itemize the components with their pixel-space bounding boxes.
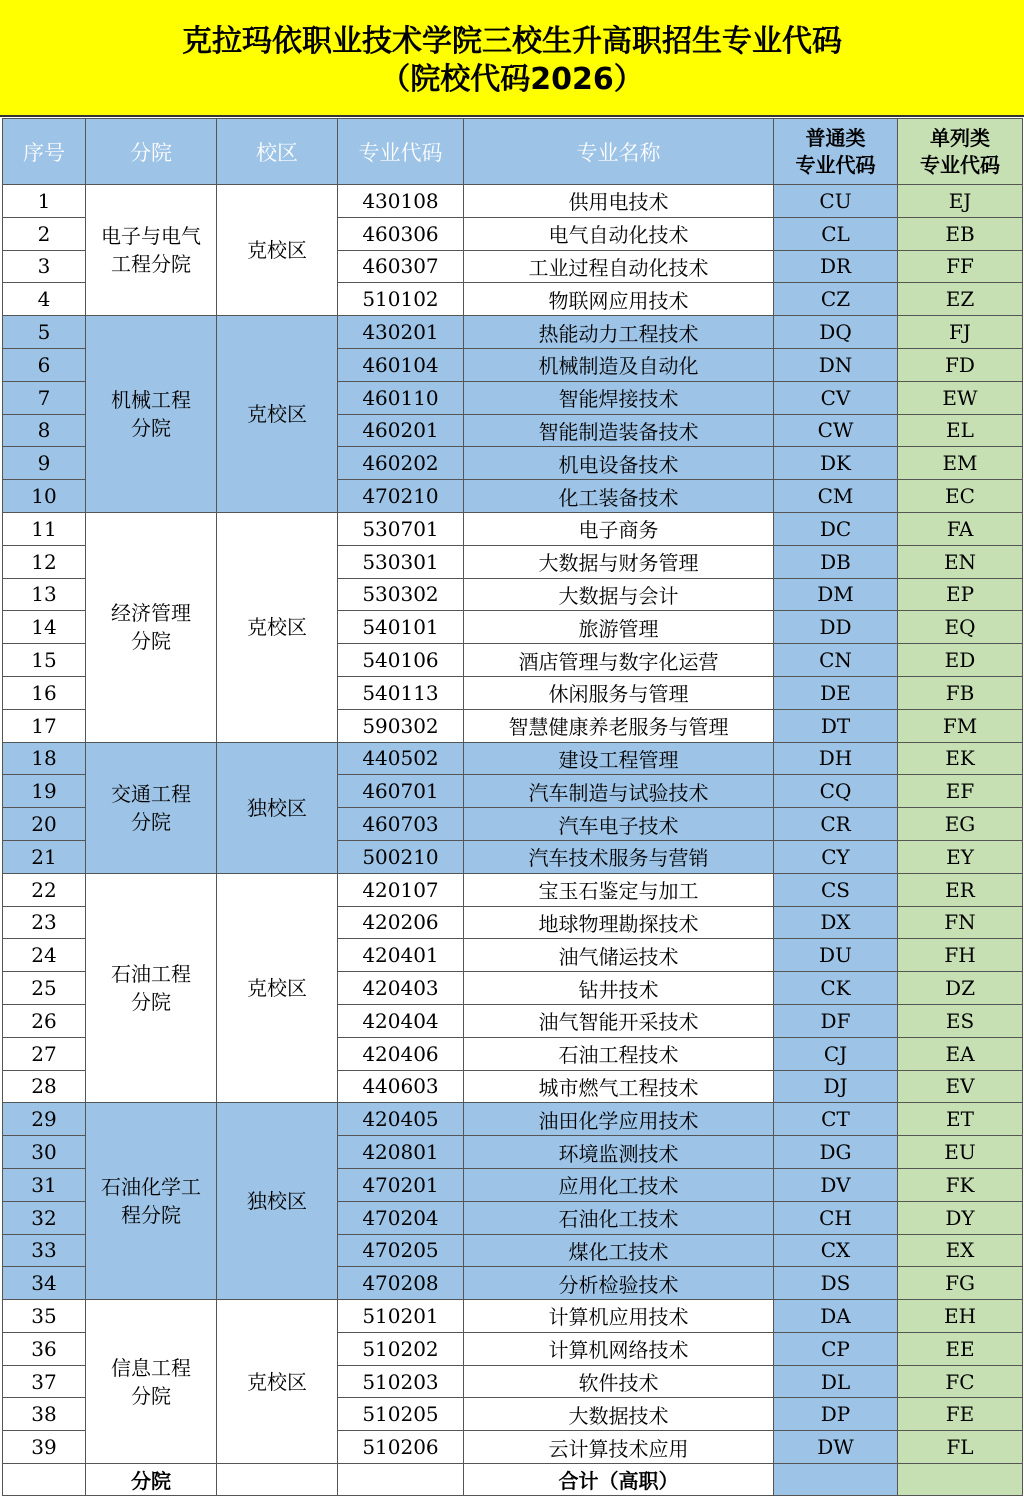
- major-code-cell: 460703: [338, 808, 464, 841]
- major-name-cell: 物联网应用技术: [464, 283, 774, 316]
- major-name-cell: 汽车电子技术: [464, 808, 774, 841]
- danlie-code-cell: EH: [898, 1300, 1023, 1333]
- danlie-code-cell: EG: [898, 808, 1023, 841]
- major-code-cell: 430108: [338, 185, 464, 218]
- header-row: [3, 119, 1023, 185]
- putong-code-cell: CL: [774, 217, 898, 250]
- danlie-code-cell: FK: [898, 1168, 1023, 1201]
- seq-cell: 23: [3, 906, 86, 939]
- putong-code-cell: CJ: [774, 1037, 898, 1070]
- major-name-cell: 汽车制造与试验技术: [464, 775, 774, 808]
- header-putong-line1: 普通类: [805, 125, 866, 150]
- major-code-cell: 440603: [338, 1070, 464, 1103]
- putong-code-cell: DP: [774, 1398, 898, 1431]
- major-code-cell: 510205: [338, 1398, 464, 1431]
- danlie-code-cell: EM: [898, 447, 1023, 480]
- major-name-cell: 地球物理勘探技术: [464, 906, 774, 939]
- major-code-cell: 460201: [338, 414, 464, 447]
- header-major-name: 专业名称: [464, 119, 774, 185]
- major-name-cell: 城市燃气工程技术: [464, 1070, 774, 1103]
- danlie-code-cell: DZ: [898, 972, 1023, 1005]
- division-cell: [86, 185, 217, 316]
- putong-code-cell: CS: [774, 873, 898, 906]
- major-name-cell: 油田化学应用技术: [464, 1103, 774, 1136]
- danlie-code-cell: ES: [898, 1004, 1023, 1037]
- major-name-cell: 煤化工技术: [464, 1234, 774, 1267]
- division-name: 石油工程 分院: [111, 962, 191, 1015]
- seq-cell: 2: [3, 217, 86, 250]
- majors-table: [2, 118, 1023, 1496]
- major-name-cell: 钻井技术: [464, 972, 774, 1005]
- danlie-code-cell: EC: [898, 480, 1023, 513]
- major-name-cell: 大数据与会计: [464, 578, 774, 611]
- major-name-cell: 酒店管理与数字化运营: [464, 644, 774, 677]
- major-code-cell: 440502: [338, 742, 464, 775]
- putong-code-cell: CM: [774, 480, 898, 513]
- danlie-code-cell: FC: [898, 1365, 1023, 1398]
- danlie-code-cell: FF: [898, 250, 1023, 283]
- seq-cell: 9: [3, 447, 86, 480]
- seq-cell: 26: [3, 1004, 86, 1037]
- major-code-cell: 510202: [338, 1332, 464, 1365]
- table-row: [3, 873, 1023, 906]
- putong-code-cell: DX: [774, 906, 898, 939]
- division-name: 信息工程 分院: [111, 1355, 191, 1408]
- major-code-cell: 460307: [338, 250, 464, 283]
- table-row: [3, 1103, 1023, 1136]
- major-code-cell: 460202: [338, 447, 464, 480]
- major-code-cell: 510102: [338, 283, 464, 316]
- putong-code-cell: DN: [774, 348, 898, 381]
- putong-code-cell: DK: [774, 447, 898, 480]
- seq-cell: 25: [3, 972, 86, 1005]
- seq-cell: 15: [3, 644, 86, 677]
- danlie-code-cell: EB: [898, 217, 1023, 250]
- major-code-cell: 420405: [338, 1103, 464, 1136]
- seq-cell: 4: [3, 283, 86, 316]
- header-danlie-line2: 专业代码: [920, 152, 1000, 177]
- major-name-cell: 计算机应用技术: [464, 1300, 774, 1333]
- campus-cell: 独校区: [217, 1103, 338, 1300]
- table-body: [3, 185, 1023, 1464]
- danlie-code-cell: EY: [898, 840, 1023, 873]
- seq-cell: 22: [3, 873, 86, 906]
- table-row: [3, 512, 1023, 545]
- putong-code-cell: DT: [774, 709, 898, 742]
- danlie-code-cell: EF: [898, 775, 1023, 808]
- seq-cell: 32: [3, 1201, 86, 1234]
- major-name-cell: 宝玉石鉴定与加工: [464, 873, 774, 906]
- seq-cell: 3: [3, 250, 86, 283]
- danlie-code-cell: FH: [898, 939, 1023, 972]
- danlie-code-cell: EX: [898, 1234, 1023, 1267]
- major-name-cell: 软件技术: [464, 1365, 774, 1398]
- danlie-code-cell: EA: [898, 1037, 1023, 1070]
- major-name-cell: 分析检验技术: [464, 1267, 774, 1300]
- putong-code-cell: CV: [774, 381, 898, 414]
- footer-row: [3, 1464, 1023, 1496]
- major-code-cell: 470204: [338, 1201, 464, 1234]
- footer-empty-danlie: [898, 1464, 1023, 1496]
- seq-cell: 29: [3, 1103, 86, 1136]
- seq-cell: 14: [3, 611, 86, 644]
- division-cell: [86, 873, 217, 1103]
- major-name-cell: 供用电技术: [464, 185, 774, 218]
- seq-cell: 5: [3, 316, 86, 349]
- seq-cell: 10: [3, 480, 86, 513]
- major-code-cell: 510203: [338, 1365, 464, 1398]
- seq-cell: 17: [3, 709, 86, 742]
- major-name-cell: 电子商务: [464, 512, 774, 545]
- major-name-cell: 云计算技术应用: [464, 1431, 774, 1464]
- major-name-cell: 旅游管理: [464, 611, 774, 644]
- campus-cell: 克校区: [217, 873, 338, 1103]
- seq-cell: 11: [3, 512, 86, 545]
- major-code-cell: 510201: [338, 1300, 464, 1333]
- danlie-code-cell: FB: [898, 676, 1023, 709]
- division-name: 电子与电气 工程分院: [101, 224, 201, 277]
- seq-cell: 37: [3, 1365, 86, 1398]
- header-division: 分院: [86, 119, 217, 185]
- danlie-code-cell: FA: [898, 512, 1023, 545]
- danlie-code-cell: EW: [898, 381, 1023, 414]
- campus-cell: 克校区: [217, 316, 338, 513]
- major-code-cell: 460110: [338, 381, 464, 414]
- seq-cell: 38: [3, 1398, 86, 1431]
- title-banner: [0, 0, 1024, 117]
- campus-cell: 克校区: [217, 512, 338, 742]
- header-danlie-line1: 单列类: [930, 125, 990, 150]
- seq-cell: 1: [3, 185, 86, 218]
- header-campus: 校区: [217, 119, 338, 185]
- major-name-cell: 大数据与财务管理: [464, 545, 774, 578]
- putong-code-cell: CQ: [774, 775, 898, 808]
- footer-division: 分院: [86, 1464, 217, 1496]
- major-code-cell: 530701: [338, 512, 464, 545]
- division-name: 机械工程 分院: [111, 388, 191, 441]
- division-cell: [86, 1103, 217, 1300]
- danlie-code-cell: EN: [898, 545, 1023, 578]
- danlie-code-cell: EK: [898, 742, 1023, 775]
- putong-code-cell: DJ: [774, 1070, 898, 1103]
- major-name-cell: 大数据技术: [464, 1398, 774, 1431]
- major-name-cell: 机电设备技术: [464, 447, 774, 480]
- danlie-code-cell: FJ: [898, 316, 1023, 349]
- putong-code-cell: CW: [774, 414, 898, 447]
- seq-cell: 33: [3, 1234, 86, 1267]
- danlie-code-cell: EL: [898, 414, 1023, 447]
- major-code-cell: 540101: [338, 611, 464, 644]
- putong-code-cell: DU: [774, 939, 898, 972]
- header-seq: 序号: [3, 119, 86, 185]
- division-cell: [86, 742, 217, 873]
- major-name-cell: 石油工程技术: [464, 1037, 774, 1070]
- major-code-cell: 510206: [338, 1431, 464, 1464]
- footer-empty-code: [338, 1464, 464, 1496]
- danlie-code-cell: EJ: [898, 185, 1023, 218]
- division-name: 石油化学工 程分院: [101, 1175, 201, 1228]
- putong-code-cell: CP: [774, 1332, 898, 1365]
- putong-code-cell: CY: [774, 840, 898, 873]
- campus-cell: 克校区: [217, 185, 338, 316]
- seq-cell: 20: [3, 808, 86, 841]
- major-code-cell: 420801: [338, 1136, 464, 1169]
- major-name-cell: 应用化工技术: [464, 1168, 774, 1201]
- division-cell: [86, 1300, 217, 1464]
- major-code-cell: 470208: [338, 1267, 464, 1300]
- putong-code-cell: DC: [774, 512, 898, 545]
- seq-cell: 19: [3, 775, 86, 808]
- major-name-cell: 智能制造装备技术: [464, 414, 774, 447]
- major-name-cell: 休闲服务与管理: [464, 676, 774, 709]
- seq-cell: 34: [3, 1267, 86, 1300]
- major-name-cell: 热能动力工程技术: [464, 316, 774, 349]
- putong-code-cell: DF: [774, 1004, 898, 1037]
- major-name-cell: 化工装备技术: [464, 480, 774, 513]
- putong-code-cell: DA: [774, 1300, 898, 1333]
- seq-cell: 27: [3, 1037, 86, 1070]
- header-danlie-code: [898, 119, 1023, 185]
- danlie-code-cell: FL: [898, 1431, 1023, 1464]
- seq-cell: 18: [3, 742, 86, 775]
- page-subtitle: （院校代码2026）: [380, 62, 644, 97]
- major-code-cell: 530301: [338, 545, 464, 578]
- putong-code-cell: DB: [774, 545, 898, 578]
- major-name-cell: 机械制造及自动化: [464, 348, 774, 381]
- seq-cell: 13: [3, 578, 86, 611]
- danlie-code-cell: EP: [898, 578, 1023, 611]
- table-row: [3, 742, 1023, 775]
- putong-code-cell: CX: [774, 1234, 898, 1267]
- putong-code-cell: DR: [774, 250, 898, 283]
- header-major-code: 专业代码: [338, 119, 464, 185]
- major-name-cell: 油气储运技术: [464, 939, 774, 972]
- page-title: 克拉玛依职业技术学院三校生升高职招生专业代码: [182, 24, 842, 59]
- header-putong-line2: 专业代码: [795, 152, 876, 177]
- major-name-cell: 智能焊接技术: [464, 381, 774, 414]
- table-row: [3, 1300, 1023, 1333]
- major-code-cell: 500210: [338, 840, 464, 873]
- putong-code-cell: DD: [774, 611, 898, 644]
- major-name-cell: 建设工程管理: [464, 742, 774, 775]
- major-code-cell: 420401: [338, 939, 464, 972]
- table-row: [3, 185, 1023, 218]
- footer-empty-putong: [774, 1464, 898, 1496]
- footer-empty-seq: [3, 1464, 86, 1496]
- danlie-code-cell: EV: [898, 1070, 1023, 1103]
- seq-cell: 6: [3, 348, 86, 381]
- danlie-code-cell: FG: [898, 1267, 1023, 1300]
- seq-cell: 30: [3, 1136, 86, 1169]
- major-code-cell: 470201: [338, 1168, 464, 1201]
- seq-cell: 35: [3, 1300, 86, 1333]
- putong-code-cell: CT: [774, 1103, 898, 1136]
- putong-code-cell: DQ: [774, 316, 898, 349]
- danlie-code-cell: FM: [898, 709, 1023, 742]
- major-name-cell: 油气智能开采技术: [464, 1004, 774, 1037]
- major-code-cell: 540106: [338, 644, 464, 677]
- danlie-code-cell: FE: [898, 1398, 1023, 1431]
- major-code-cell: 420107: [338, 873, 464, 906]
- danlie-code-cell: ET: [898, 1103, 1023, 1136]
- seq-cell: 39: [3, 1431, 86, 1464]
- division-name: 交通工程 分院: [111, 781, 191, 834]
- seq-cell: 8: [3, 414, 86, 447]
- major-code-cell: 460306: [338, 217, 464, 250]
- danlie-code-cell: DY: [898, 1201, 1023, 1234]
- danlie-code-cell: ED: [898, 644, 1023, 677]
- major-code-cell: 590302: [338, 709, 464, 742]
- putong-code-cell: DG: [774, 1136, 898, 1169]
- seq-cell: 31: [3, 1168, 86, 1201]
- seq-cell: 24: [3, 939, 86, 972]
- putong-code-cell: DM: [774, 578, 898, 611]
- major-code-cell: 420206: [338, 906, 464, 939]
- footer-total: 合计（高职）: [464, 1464, 774, 1496]
- seq-cell: 28: [3, 1070, 86, 1103]
- header-putong-code: [774, 119, 898, 185]
- putong-code-cell: DE: [774, 676, 898, 709]
- major-name-cell: 智慧健康养老服务与管理: [464, 709, 774, 742]
- danlie-code-cell: EE: [898, 1332, 1023, 1365]
- seq-cell: 36: [3, 1332, 86, 1365]
- danlie-code-cell: EZ: [898, 283, 1023, 316]
- major-name-cell: 石油化工技术: [464, 1201, 774, 1234]
- division-name: 经济管理 分院: [111, 601, 191, 654]
- major-name-cell: 环境监测技术: [464, 1136, 774, 1169]
- danlie-code-cell: EU: [898, 1136, 1023, 1169]
- danlie-code-cell: ER: [898, 873, 1023, 906]
- major-code-cell: 530302: [338, 578, 464, 611]
- division-cell: [86, 316, 217, 513]
- seq-cell: 16: [3, 676, 86, 709]
- major-code-cell: 460701: [338, 775, 464, 808]
- putong-code-cell: CU: [774, 185, 898, 218]
- major-code-cell: 420403: [338, 972, 464, 1005]
- major-name-cell: 电气自动化技术: [464, 217, 774, 250]
- putong-code-cell: DV: [774, 1168, 898, 1201]
- seq-cell: 12: [3, 545, 86, 578]
- major-name-cell: 汽车技术服务与营销: [464, 840, 774, 873]
- seq-cell: 21: [3, 840, 86, 873]
- major-name-cell: 计算机网络技术: [464, 1332, 774, 1365]
- major-code-cell: 420404: [338, 1004, 464, 1037]
- campus-cell: 克校区: [217, 1300, 338, 1464]
- major-code-cell: 460104: [338, 348, 464, 381]
- seq-cell: 7: [3, 381, 86, 414]
- danlie-code-cell: FN: [898, 906, 1023, 939]
- putong-code-cell: CH: [774, 1201, 898, 1234]
- putong-code-cell: DW: [774, 1431, 898, 1464]
- major-code-cell: 540113: [338, 676, 464, 709]
- major-name-cell: 工业过程自动化技术: [464, 250, 774, 283]
- putong-code-cell: CK: [774, 972, 898, 1005]
- major-code-cell: 420406: [338, 1037, 464, 1070]
- danlie-code-cell: FD: [898, 348, 1023, 381]
- footer-empty-campus: [217, 1464, 338, 1496]
- major-code-cell: 430201: [338, 316, 464, 349]
- division-cell: [86, 512, 217, 742]
- campus-cell: 独校区: [217, 742, 338, 873]
- table-row: [3, 316, 1023, 349]
- putong-code-cell: DH: [774, 742, 898, 775]
- danlie-code-cell: EQ: [898, 611, 1023, 644]
- major-code-cell: 470210: [338, 480, 464, 513]
- putong-code-cell: CR: [774, 808, 898, 841]
- putong-code-cell: CN: [774, 644, 898, 677]
- putong-code-cell: CZ: [774, 283, 898, 316]
- putong-code-cell: DL: [774, 1365, 898, 1398]
- putong-code-cell: DS: [774, 1267, 898, 1300]
- major-code-cell: 470205: [338, 1234, 464, 1267]
